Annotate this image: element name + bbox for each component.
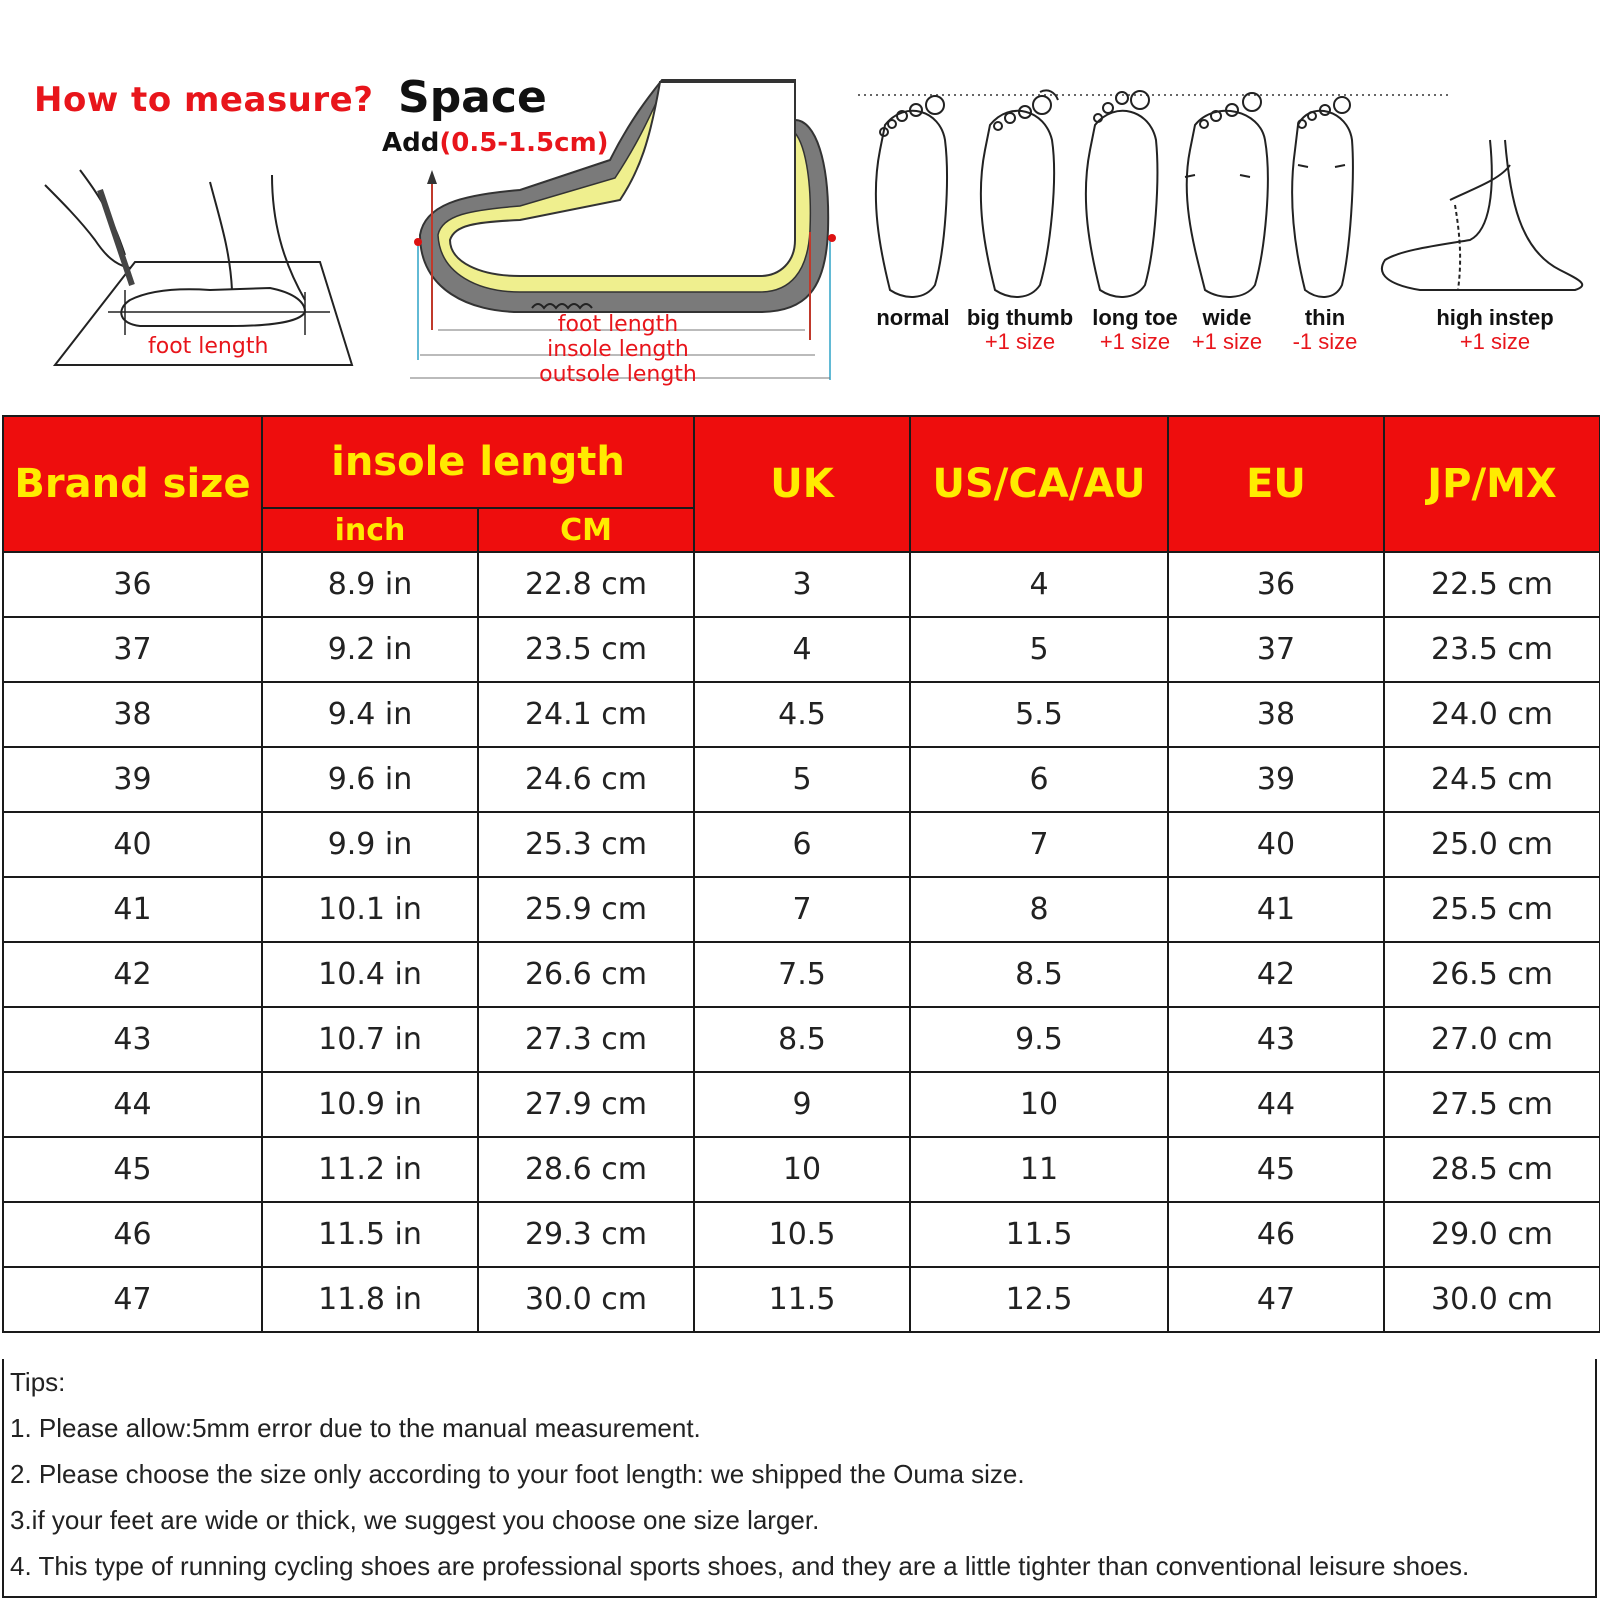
high-instep-foot-icon — [1382, 140, 1582, 290]
cell-cm: 24.6 cm — [478, 747, 694, 812]
cell-us: 11.5 — [910, 1202, 1168, 1267]
table-row — [3, 1267, 1600, 1332]
foot-type-adjust: +1 size — [984, 329, 1056, 354]
cell-cm: 24.1 cm — [478, 682, 694, 747]
shoe-outsole-length-label: outsole length — [539, 362, 697, 387]
cell-uk: 10 — [694, 1137, 910, 1202]
add-range: (0.5-1.5cm) — [439, 128, 609, 158]
cell-brand-size: 38 — [3, 682, 262, 747]
cell-eu: 36 — [1168, 552, 1384, 617]
cell-uk: 7.5 — [694, 942, 910, 1007]
cell-jp: 25.0 cm — [1384, 812, 1600, 877]
cell-us: 7 — [910, 812, 1168, 877]
header-us-ca-au: US/CA/AU — [910, 416, 1168, 552]
cell-jp: 28.5 cm — [1384, 1137, 1600, 1202]
cell-brand-size: 45 — [3, 1137, 262, 1202]
cell-uk: 4.5 — [694, 682, 910, 747]
foot-type-adjust: +1 size — [1099, 329, 1171, 354]
cell-eu: 45 — [1168, 1137, 1384, 1202]
cell-cm: 28.6 cm — [478, 1137, 694, 1202]
shoe-insole-length-label: insole length — [547, 337, 689, 362]
cell-uk: 9 — [694, 1072, 910, 1137]
cell-us: 9.5 — [910, 1007, 1168, 1072]
cell-cm: 26.6 cm — [478, 942, 694, 1007]
cell-eu: 38 — [1168, 682, 1384, 747]
cell-inch: 9.4 in — [262, 682, 478, 747]
cell-uk: 8.5 — [694, 1007, 910, 1072]
cell-eu: 40 — [1168, 812, 1384, 877]
foot-type-normal — [858, 306, 968, 330]
cell-inch: 11.5 in — [262, 1202, 478, 1267]
foot-type-wide — [1172, 306, 1282, 354]
cell-brand-size: 41 — [3, 877, 262, 942]
table-row — [3, 812, 1600, 877]
tip-item: 4. This type of running cycling shoes are professional sports shoes, and they are a little tighter than conventional leisure shoes. — [10, 1551, 1470, 1581]
cell-jp: 29.0 cm — [1384, 1202, 1600, 1267]
header-jp-mx: JP/MX — [1384, 416, 1600, 552]
foot-type-big-thumb — [960, 306, 1080, 354]
foot-type-name: high instep — [1436, 305, 1554, 330]
wide-foot-icon — [1185, 93, 1268, 297]
cell-eu: 39 — [1168, 747, 1384, 812]
header-eu: EU — [1168, 416, 1384, 552]
cell-uk: 11.5 — [694, 1267, 910, 1332]
cell-jp: 27.5 cm — [1384, 1072, 1600, 1137]
cell-uk: 7 — [694, 877, 910, 942]
table-row — [3, 1007, 1600, 1072]
cell-us: 5 — [910, 617, 1168, 682]
shoe-foot-length-label: foot length — [557, 312, 679, 337]
tip-item: 3.if your feet are wide or thick, we suggest you choose one size larger. — [10, 1505, 820, 1535]
add-prefix: Add — [382, 128, 440, 158]
cell-eu: 43 — [1168, 1007, 1384, 1072]
table-row — [3, 877, 1600, 942]
cell-us: 8.5 — [910, 942, 1168, 1007]
cell-inch: 9.9 in — [262, 812, 478, 877]
cell-us: 12.5 — [910, 1267, 1168, 1332]
cell-brand-size: 46 — [3, 1202, 262, 1267]
cell-brand-size: 47 — [3, 1267, 262, 1332]
cell-inch: 10.7 in — [262, 1007, 478, 1072]
cell-inch: 10.4 in — [262, 942, 478, 1007]
cell-us: 10 — [910, 1072, 1168, 1137]
cell-eu: 37 — [1168, 617, 1384, 682]
table-row — [3, 1202, 1600, 1267]
cell-us: 5.5 — [910, 682, 1168, 747]
thin-foot-icon — [1292, 97, 1353, 297]
measurement-illustration — [0, 0, 1600, 410]
cell-inch: 10.1 in — [262, 877, 478, 942]
header-uk: UK — [694, 416, 910, 552]
cell-brand-size: 37 — [3, 617, 262, 682]
header-insole-length: insole length — [262, 416, 694, 508]
cell-cm: 23.5 cm — [478, 617, 694, 682]
foot-type-adjust: +1 size — [1191, 329, 1263, 354]
cell-inch: 9.6 in — [262, 747, 478, 812]
cell-cm: 25.3 cm — [478, 812, 694, 877]
cell-us: 6 — [910, 747, 1168, 812]
cell-cm: 29.3 cm — [478, 1202, 694, 1267]
space-title: Space — [398, 72, 547, 123]
how-to-measure-title: How to measure? — [34, 80, 374, 120]
cell-eu: 41 — [1168, 877, 1384, 942]
cell-jp: 25.5 cm — [1384, 877, 1600, 942]
foot-type-name: wide — [1202, 305, 1252, 330]
cell-jp: 30.0 cm — [1384, 1267, 1600, 1332]
cell-brand-size: 36 — [3, 552, 262, 617]
foot-type-name: normal — [876, 305, 950, 330]
cell-eu: 44 — [1168, 1072, 1384, 1137]
foot-type-high-instep — [1425, 306, 1565, 354]
table-row — [3, 1137, 1600, 1202]
foot-type-adjust: -1 size — [1292, 329, 1358, 354]
cell-inch: 11.8 in — [262, 1267, 478, 1332]
cell-brand-size: 40 — [3, 812, 262, 877]
cell-jp: 23.5 cm — [1384, 617, 1600, 682]
table-row — [3, 747, 1600, 812]
cell-cm: 30.0 cm — [478, 1267, 694, 1332]
header-brand-size: Brand size — [3, 416, 262, 552]
cell-uk: 5 — [694, 747, 910, 812]
cell-us: 4 — [910, 552, 1168, 617]
table-row — [3, 617, 1600, 682]
cell-cm: 27.3 cm — [478, 1007, 694, 1072]
cell-uk: 4 — [694, 617, 910, 682]
cell-us: 8 — [910, 877, 1168, 942]
header-cm: CM — [478, 508, 694, 552]
cell-eu: 46 — [1168, 1202, 1384, 1267]
cell-inch: 9.2 in — [262, 617, 478, 682]
long-toe-foot-icon — [1086, 91, 1158, 297]
tips-box — [2, 1359, 1597, 1598]
cell-uk: 10.5 — [694, 1202, 910, 1267]
cell-uk: 3 — [694, 552, 910, 617]
foot-length-caption: foot length — [148, 334, 269, 359]
foot-type-adjust: +1 size — [1459, 329, 1531, 354]
cell-inch: 11.2 in — [262, 1137, 478, 1202]
cell-jp: 22.5 cm — [1384, 552, 1600, 617]
cell-jp: 26.5 cm — [1384, 942, 1600, 1007]
normal-foot-icon — [876, 96, 947, 297]
add-space-label — [382, 128, 609, 158]
tip-item: 1. Please allow:5mm error due to the manual measurement. — [10, 1413, 701, 1443]
table-row — [3, 552, 1600, 617]
cell-eu: 47 — [1168, 1267, 1384, 1332]
cell-jp: 27.0 cm — [1384, 1007, 1600, 1072]
header-inch: inch — [262, 508, 478, 552]
table-row — [3, 1072, 1600, 1137]
big-thumb-foot-icon — [981, 90, 1058, 297]
cell-us: 11 — [910, 1137, 1168, 1202]
cell-brand-size: 42 — [3, 942, 262, 1007]
cell-uk: 6 — [694, 812, 910, 877]
cell-brand-size: 44 — [3, 1072, 262, 1137]
cell-cm: 25.9 cm — [478, 877, 694, 942]
table-row — [3, 682, 1600, 747]
cell-inch: 8.9 in — [262, 552, 478, 617]
cell-cm: 27.9 cm — [478, 1072, 694, 1137]
cell-jp: 24.0 cm — [1384, 682, 1600, 747]
foot-type-name: big thumb — [966, 305, 1074, 330]
cell-eu: 42 — [1168, 942, 1384, 1007]
tip-item: 2. Please choose the size only according to your foot length: we shipped the Ouma size. — [10, 1459, 1025, 1489]
cell-inch: 10.9 in — [262, 1072, 478, 1137]
cell-brand-size: 39 — [3, 747, 262, 812]
table-row — [3, 942, 1600, 1007]
tips-heading: Tips: — [10, 1367, 66, 1397]
foot-type-thin — [1270, 306, 1380, 354]
cell-jp: 24.5 cm — [1384, 747, 1600, 812]
foot-type-name: long toe — [1092, 305, 1178, 330]
cell-cm: 22.8 cm — [478, 552, 694, 617]
cell-brand-size: 43 — [3, 1007, 262, 1072]
foot-type-name: thin — [1304, 305, 1346, 330]
size-chart-table — [2, 415, 1600, 1333]
